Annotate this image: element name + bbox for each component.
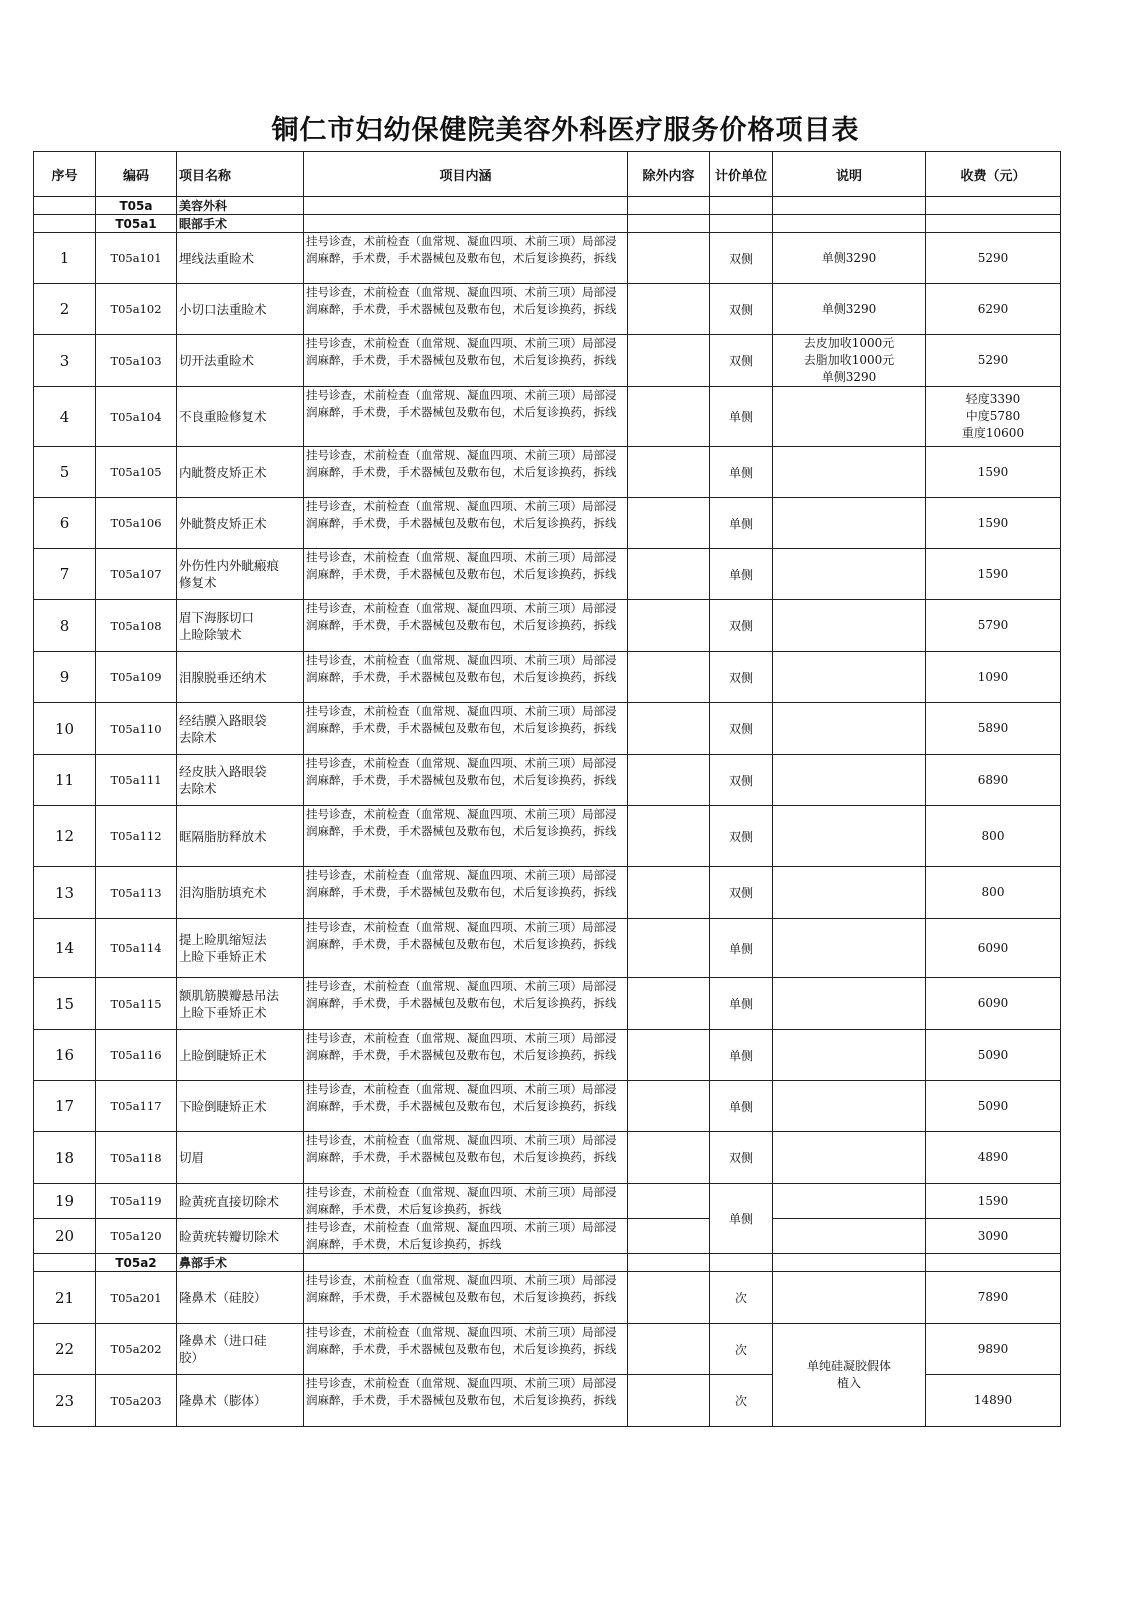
row-note-line: 单侧3290	[821, 370, 877, 384]
row-name	[177, 233, 304, 284]
row-unit: 双侧	[710, 755, 773, 806]
row-exclusion	[628, 1324, 710, 1375]
row-exclusion	[628, 549, 710, 600]
row-name	[177, 806, 304, 867]
row-exclusion	[628, 284, 710, 335]
row-fee-line: 800	[981, 885, 1005, 899]
row-name	[177, 498, 304, 549]
row-name	[177, 1324, 304, 1375]
row-content: 挂号诊查，术前检查（血常规、凝血四项、术前三项）局部浸润麻醉，手术费，手术器械包及敷布包，术后复诊换药，拆线	[304, 1030, 628, 1081]
row-seq: 19	[34, 1184, 96, 1219]
row-fee	[926, 1184, 1061, 1219]
row-code: T05a203	[96, 1375, 177, 1427]
row-fee	[926, 1219, 1061, 1254]
row-name-line: 修复术	[179, 575, 217, 590]
table-row	[34, 498, 1061, 549]
row-fee-line: 4890	[977, 1150, 1009, 1164]
row-code: T05a120	[96, 1219, 177, 1254]
row-exclusion	[628, 447, 710, 498]
row-unit: 次	[710, 1324, 773, 1375]
row-fee	[926, 498, 1061, 549]
row-name	[177, 447, 304, 498]
row-exclusion	[628, 387, 710, 447]
row-fee-line: 6090	[977, 996, 1009, 1010]
table-row	[34, 600, 1061, 652]
row-note-line: 去皮加收1000元	[803, 336, 895, 350]
row-name-line: 上睑下垂矫正术	[179, 949, 267, 964]
row-seq: 9	[34, 652, 96, 703]
row-note	[773, 652, 926, 703]
row-name	[177, 919, 304, 978]
section-name: 鼻部手术	[177, 1254, 304, 1272]
table-row	[34, 447, 1061, 498]
row-note-line: 单纯硅凝胶假体	[806, 1359, 891, 1373]
row-unit: 双侧	[710, 1132, 773, 1184]
row-note	[773, 1132, 926, 1184]
row-note	[773, 335, 926, 387]
row-name	[177, 1184, 304, 1219]
row-code: T05a201	[96, 1272, 177, 1324]
row-unit: 单侧	[710, 1184, 773, 1254]
row-unit: 单侧	[710, 387, 773, 447]
row-fee	[926, 1132, 1061, 1184]
row-content: 挂号诊查，术前检查（血常规、凝血四项、术前三项）局部浸润麻醉，手术费，手术器械包及敷布包，术后复诊换药，拆线	[304, 652, 628, 703]
row-exclusion	[628, 919, 710, 978]
row-note	[773, 1272, 926, 1324]
row-note	[773, 549, 926, 600]
row-fee-line: 800	[981, 828, 1005, 843]
row-code: T05a202	[96, 1324, 177, 1375]
row-name-line: 睑黄疣直接切除术	[179, 1193, 280, 1209]
row-name	[177, 387, 304, 447]
row-exclusion	[628, 1081, 710, 1132]
row-unit: 双侧	[710, 652, 773, 703]
row-exclusion	[628, 1375, 710, 1427]
row-seq: 23	[34, 1375, 96, 1427]
row-code: T05a113	[96, 867, 177, 919]
row-fee-line: 1090	[977, 669, 1009, 684]
row-exclusion	[628, 1132, 710, 1184]
table-row	[34, 549, 1061, 600]
row-fee-line: 1590	[977, 515, 1009, 530]
row-content: 挂号诊查，术前检查（血常规、凝血四项、术前三项）局部浸润麻醉，手术费，手术器械包及敷布包，术后复诊换药，拆线	[304, 335, 628, 387]
row-name-line: 眉下海豚切口	[179, 609, 255, 625]
row-note	[773, 1081, 926, 1132]
row-content: 挂号诊查，术前检查（血常规、凝血四项、术前三项）局部浸润麻醉，手术费，手术器械包及敷布包，术后复诊换药，拆线	[304, 1272, 628, 1324]
row-name-line: 上睑倒睫矫正术	[179, 1047, 267, 1063]
row-name-line: 泪沟脂肪填充术	[179, 885, 267, 900]
row-name	[177, 600, 304, 652]
row-fee	[926, 1324, 1061, 1375]
table-row	[34, 1030, 1061, 1081]
row-seq: 8	[34, 600, 96, 652]
row-code: T05a117	[96, 1081, 177, 1132]
row-exclusion	[628, 1272, 710, 1324]
row-name	[177, 284, 304, 335]
row-fee-line: 3090	[977, 1228, 1009, 1243]
row-code: T05a116	[96, 1030, 177, 1081]
row-seq: 2	[34, 284, 96, 335]
row-unit: 双侧	[710, 284, 773, 335]
row-exclusion	[628, 233, 710, 284]
row-content: 挂号诊查，术前检查（血常规、凝血四项、术前三项）局部浸润麻醉，手术费，手术器械包及敷布包，术后复诊换药，拆线	[304, 867, 628, 919]
row-content: 挂号诊查，术前检查（血常规、凝血四项、术前三项）局部浸润麻醉，手术费，手术器械包及敷布包，术后复诊换药，拆线	[304, 600, 628, 652]
row-content: 挂号诊查，术前检查（血常规、凝血四项、术前三项）局部浸润麻醉，手术费，手术器械包及敷布包，术后复诊换药，拆线	[304, 978, 628, 1030]
row-exclusion	[628, 978, 710, 1030]
section-code: T05a1	[96, 215, 177, 233]
row-name-line: 泪腺脱垂还纳术	[179, 669, 267, 685]
table-row	[34, 806, 1061, 867]
row-exclusion	[628, 1030, 710, 1081]
row-content: 挂号诊查，术前检查（血常规、凝血四项、术前三项）局部浸润麻醉，手术费，手术器械包及敷布包，术后复诊换药，拆线	[304, 1081, 628, 1132]
row-unit: 双侧	[710, 703, 773, 755]
row-name-line: 睑黄疣转瓣切除术	[179, 1228, 280, 1244]
row-note	[773, 600, 926, 652]
row-exclusion	[628, 335, 710, 387]
table-row	[34, 387, 1061, 447]
row-fee	[926, 447, 1061, 498]
row-name-line: 切开法重睑术	[179, 353, 255, 368]
table-row	[34, 867, 1061, 919]
row-note	[773, 498, 926, 549]
row-note-line: 单侧3290	[821, 301, 877, 316]
row-code: T05a105	[96, 447, 177, 498]
row-content: 挂号诊查，术前检查（血常规、凝血四项、术前三项）局部浸润麻醉，手术费，手术器械包及敷布包，术后复诊换药，拆线	[304, 806, 628, 867]
row-fee	[926, 233, 1061, 284]
row-content: 挂号诊查，术前检查（血常规、凝血四项、术前三项）局部浸润麻醉，手术费，手术器械包及敷布包，术后复诊换药，拆线	[304, 233, 628, 284]
row-name-line: 上睑除皱术	[179, 626, 242, 642]
row-note	[773, 755, 926, 806]
row-code: T05a106	[96, 498, 177, 549]
table-row	[34, 1081, 1061, 1132]
row-unit: 双侧	[710, 233, 773, 284]
row-exclusion	[628, 867, 710, 919]
row-note	[773, 233, 926, 284]
header-row	[34, 152, 1061, 197]
row-exclusion	[628, 703, 710, 755]
header-name: 项目名称	[177, 152, 304, 197]
section-code: T05a2	[96, 1254, 177, 1272]
row-unit: 单侧	[710, 1030, 773, 1081]
row-code: T05a119	[96, 1184, 177, 1219]
table-row	[34, 919, 1061, 978]
row-fee-line: 1590	[977, 464, 1009, 479]
row-fee	[926, 1375, 1061, 1427]
row-unit: 次	[710, 1375, 773, 1427]
row-content: 挂号诊查，术前检查（血常规、凝血四项、术前三项）局部浸润麻醉，手术费，手术器械包及敷布包，术后复诊换药，拆线	[304, 387, 628, 447]
row-seq: 16	[34, 1030, 96, 1081]
row-seq: 4	[34, 387, 96, 447]
row-unit: 单侧	[710, 1081, 773, 1132]
row-content: 挂号诊查，术前检查（血常规、凝血四项、术前三项）局部浸润麻醉，手术费，手术器械包及敷布包，术后复诊换药，拆线	[304, 447, 628, 498]
row-fee-line: 7890	[977, 1290, 1009, 1304]
row-name-line: 去除术	[179, 781, 217, 796]
row-code: T05a110	[96, 703, 177, 755]
row-name-line: 下睑倒睫矫正术	[179, 1098, 267, 1114]
header-fee: 收费（元）	[926, 152, 1061, 197]
row-note	[773, 978, 926, 1030]
row-note-line: 去脂加收1000元	[803, 353, 895, 367]
table-row	[34, 978, 1061, 1030]
table-row	[34, 1324, 1061, 1375]
row-exclusion	[628, 652, 710, 703]
row-fee-line: 14890	[973, 1393, 1013, 1407]
row-name	[177, 335, 304, 387]
row-name-line: 内眦赘皮矫正术	[179, 464, 267, 480]
row-code: T05a118	[96, 1132, 177, 1184]
row-name-line: 隆鼻术（进口硅	[179, 1333, 267, 1348]
row-fee	[926, 867, 1061, 919]
row-exclusion	[628, 755, 710, 806]
header-unit: 计价单位	[710, 152, 773, 197]
table-row	[34, 652, 1061, 703]
row-content: 挂号诊查，术前检查（血常规、凝血四项、术前三项）局部浸润麻醉，手术费，手术器械包及敷布包，术后复诊换药，拆线	[304, 1324, 628, 1375]
row-seq: 14	[34, 919, 96, 978]
row-fee	[926, 335, 1061, 387]
section-code: T05a	[96, 197, 177, 215]
row-seq: 5	[34, 447, 96, 498]
row-code: T05a115	[96, 978, 177, 1030]
row-fee-line: 5290	[977, 353, 1009, 367]
row-name-line: 眶隔脂肪释放术	[179, 828, 267, 844]
row-fee-line: 中度5780	[965, 409, 1021, 423]
row-fee-line: 5890	[977, 721, 1009, 735]
row-content: 挂号诊查，术前检查（血常规、凝血四项、术前三项）局部浸润麻醉，手术费，手术器械包及敷布包，术后复诊换药，拆线	[304, 549, 628, 600]
row-fee	[926, 1081, 1061, 1132]
row-exclusion	[628, 1219, 710, 1254]
row-content: 挂号诊查，术前检查（血常规、凝血四项、术前三项）局部浸润麻醉，手术费，手术器械包及敷布包，术后复诊换药，拆线	[304, 703, 628, 755]
row-fee-line: 5290	[977, 250, 1009, 265]
row-name	[177, 549, 304, 600]
row-name-line: 经结膜入路眼袋	[179, 712, 267, 728]
row-note	[773, 806, 926, 867]
row-name	[177, 1030, 304, 1081]
row-name	[177, 867, 304, 919]
row-exclusion	[628, 1184, 710, 1219]
row-fee	[926, 806, 1061, 867]
row-unit: 双侧	[710, 600, 773, 652]
row-code: T05a109	[96, 652, 177, 703]
page-title: 铜仁市妇幼保健院美容外科医疗服务价格项目表	[271, 115, 860, 146]
row-seq: 13	[34, 867, 96, 919]
row-name-line: 外伤性内外眦瘢痕	[179, 558, 280, 573]
row-note	[773, 284, 926, 335]
price-table	[33, 151, 1061, 1427]
row-name	[177, 1219, 304, 1254]
row-name-line: 上睑下垂矫正术	[179, 1004, 267, 1020]
section-row-t05a	[34, 197, 1061, 215]
row-unit: 双侧	[710, 867, 773, 919]
row-seq: 21	[34, 1272, 96, 1324]
row-unit: 次	[710, 1272, 773, 1324]
row-note	[773, 447, 926, 498]
row-name-line: 外眦赘皮矫正术	[179, 515, 267, 531]
row-note-line: 单侧3290	[821, 250, 877, 265]
row-name	[177, 1132, 304, 1184]
section-row-t05a1	[34, 215, 1061, 233]
row-fee-line: 5790	[977, 618, 1009, 632]
row-name	[177, 978, 304, 1030]
table-row	[34, 1132, 1061, 1184]
section-name: 美容外科	[177, 197, 304, 215]
row-seq: 18	[34, 1132, 96, 1184]
row-seq: 7	[34, 549, 96, 600]
row-code: T05a103	[96, 335, 177, 387]
row-seq: 12	[34, 806, 96, 867]
row-name	[177, 1375, 304, 1427]
row-name-line: 不良重睑修复术	[179, 409, 267, 424]
row-fee-line: 6890	[977, 772, 1009, 787]
row-name	[177, 1081, 304, 1132]
section-name: 眼部手术	[177, 215, 304, 233]
row-fee-line: 6090	[977, 940, 1009, 955]
row-seq: 6	[34, 498, 96, 549]
table-row	[34, 335, 1061, 387]
row-name-line: 隆鼻术（膨体）	[179, 1393, 267, 1408]
row-fee-line: 5090	[977, 1098, 1009, 1113]
section-row-t05a2	[34, 1254, 1061, 1272]
row-content: 挂号诊查，术前检查（血常规、凝血四项、术前三项）局部浸润麻醉，手术费，手术器械包及敷布包，术后复诊换药，拆线	[304, 1132, 628, 1184]
row-content: 挂号诊查，术前检查（血常规、凝血四项、术前三项）局部浸润麻醉，手术费，手术器械包及敷布包，术后复诊换药，拆线	[304, 919, 628, 978]
row-fee-line: 9890	[977, 1341, 1009, 1356]
row-fee	[926, 978, 1061, 1030]
row-name-line: 额肌筋膜瓣悬吊法	[179, 987, 280, 1003]
row-fee	[926, 284, 1061, 335]
row-name-line: 经皮肤入路眼袋	[179, 764, 267, 779]
row-fee-line: 5090	[977, 1047, 1009, 1062]
row-name	[177, 755, 304, 806]
row-code: T05a114	[96, 919, 177, 978]
row-seq: 3	[34, 335, 96, 387]
row-content: 挂号诊查，术前检查（血常规、凝血四项、术前三项）局部浸润麻醉，手术费，术后复诊换药，拆线	[304, 1219, 628, 1254]
row-note	[773, 387, 926, 447]
row-name-line: 埋线法重睑术	[179, 250, 255, 266]
row-fee	[926, 755, 1061, 806]
row-content: 挂号诊查，术前检查（血常规、凝血四项、术前三项）局部浸润麻醉，手术费，手术器械包及敷布包，术后复诊换药，拆线	[304, 755, 628, 806]
row-note	[773, 867, 926, 919]
row-code: T05a107	[96, 549, 177, 600]
row-unit: 单侧	[710, 447, 773, 498]
row-fee-line: 1590	[977, 566, 1009, 581]
row-code: T05a111	[96, 755, 177, 806]
row-name	[177, 1272, 304, 1324]
row-unit: 单侧	[710, 978, 773, 1030]
header-exclusion: 除外内容	[628, 152, 710, 197]
table-row	[34, 233, 1061, 284]
row-content: 挂号诊查，术前检查（血常规、凝血四项、术前三项）局部浸润麻醉，手术费，手术器械包及敷布包，术后复诊换药，拆线	[304, 284, 628, 335]
row-name-line: 提上睑肌缩短法	[179, 932, 267, 947]
table-row	[34, 755, 1061, 806]
row-note-line: 植入	[836, 1376, 861, 1390]
row-note	[773, 1184, 926, 1219]
row-name	[177, 703, 304, 755]
row-note	[773, 1324, 926, 1427]
row-seq: 11	[34, 755, 96, 806]
header-seq: 序号	[34, 152, 96, 197]
row-fee	[926, 703, 1061, 755]
row-note	[773, 1030, 926, 1081]
header-content: 项目内涵	[304, 152, 628, 197]
table-row	[34, 1219, 1061, 1254]
row-unit: 单侧	[710, 919, 773, 978]
row-name-line: 去除术	[179, 729, 217, 745]
row-unit: 单侧	[710, 498, 773, 549]
row-name	[177, 652, 304, 703]
row-note	[773, 703, 926, 755]
row-fee	[926, 919, 1061, 978]
header-code: 编码	[96, 152, 177, 197]
row-seq: 15	[34, 978, 96, 1030]
row-fee	[926, 387, 1061, 447]
row-name-line: 胶）	[179, 1350, 205, 1365]
row-fee	[926, 1030, 1061, 1081]
row-fee	[926, 600, 1061, 652]
row-fee-line: 轻度3390	[965, 392, 1021, 406]
row-code: T05a112	[96, 806, 177, 867]
table-row	[34, 703, 1061, 755]
row-code: T05a108	[96, 600, 177, 652]
row-content: 挂号诊查，术前检查（血常规、凝血四项、术前三项）局部浸润麻醉，手术费，手术器械包及敷布包，术后复诊换药，拆线	[304, 498, 628, 549]
row-fee	[926, 652, 1061, 703]
row-name-line: 小切口法重睑术	[179, 301, 267, 317]
row-unit: 单侧	[710, 549, 773, 600]
row-note	[773, 1219, 926, 1254]
row-name-line: 隆鼻术（硅胶）	[179, 1290, 267, 1305]
row-code: T05a101	[96, 233, 177, 284]
row-code: T05a102	[96, 284, 177, 335]
row-seq: 22	[34, 1324, 96, 1375]
row-fee-line: 重度10600	[961, 426, 1025, 440]
row-seq: 20	[34, 1219, 96, 1254]
row-unit: 双侧	[710, 335, 773, 387]
row-content: 挂号诊查，术前检查（血常规、凝血四项、术前三项）局部浸润麻醉，手术费，手术器械包及敷布包，术后复诊换药，拆线	[304, 1375, 628, 1427]
table-row	[34, 1184, 1061, 1219]
row-exclusion	[628, 600, 710, 652]
row-exclusion	[628, 806, 710, 867]
row-seq: 17	[34, 1081, 96, 1132]
row-code: T05a104	[96, 387, 177, 447]
row-exclusion	[628, 498, 710, 549]
row-name-line: 切眉	[179, 1150, 205, 1165]
table-row	[34, 1272, 1061, 1324]
row-seq: 10	[34, 703, 96, 755]
row-content: 挂号诊查，术前检查（血常规、凝血四项、术前三项）局部浸润麻醉，手术费，术后复诊换药，拆线	[304, 1184, 628, 1219]
row-fee	[926, 549, 1061, 600]
row-fee-line: 1590	[977, 1193, 1009, 1208]
row-note	[773, 919, 926, 978]
header-note: 说明	[773, 152, 926, 197]
row-fee	[926, 1272, 1061, 1324]
table-row	[34, 284, 1061, 335]
row-fee-line: 6290	[977, 301, 1009, 316]
row-seq: 1	[34, 233, 96, 284]
row-unit: 双侧	[710, 806, 773, 867]
